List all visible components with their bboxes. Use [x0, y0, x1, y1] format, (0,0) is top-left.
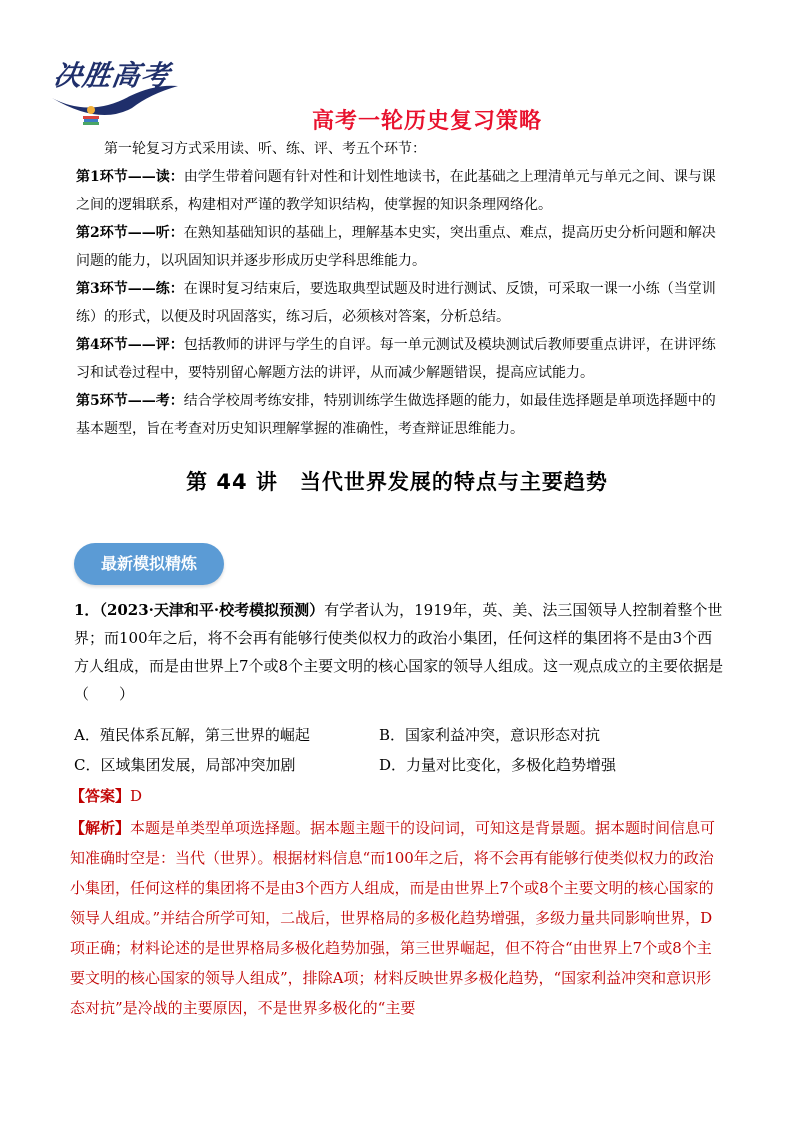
step-label: 第5环节——考： — [76, 393, 184, 409]
option-a: A．殖民体系瓦解，第三世界的崛起 — [74, 726, 310, 744]
intro-section — [76, 135, 722, 443]
step-text: 由学生带着问题有针对性和计划性地读书，在此基础之上理清单元与单元之间、课与课之间的逻辑联系，构建相对严谨的教学知识结构，使掌握的知识条理网络化。 — [76, 169, 716, 213]
answer — [70, 781, 142, 811]
option-b: B．国家利益冲突，意识形态对抗 — [379, 726, 601, 744]
analysis-paragraph — [70, 813, 722, 1023]
analysis — [70, 813, 722, 1023]
question-options — [74, 720, 724, 780]
analysis-text: 本题是单类型单项选择题。据本题主题干的设问词，可知这是背景题。据本题时间信息可知准确时空是：当代（世界）。根据材料信息“而100年之后，将不会再有能够行使类似权力的政治小集团，任何这样的集团将不是由3个西方人组成，而是由世界上7个或8个主要文明的核心国家的领导人组成。”并结合所学可知，二战后，世界格局的多极化趋势增强，多级力量共同影响世界，D项正确；材料论述的是世界格局多极化趋势加强，第三世界崛起，但不符合“由世界上7个或8个主要文明的核心国家的领导人组成”，排除A项；材料反映世界多极化趋势，“国家利益冲突和意识形态对抗”是冷战的主要原因，不是世界多极化的“主要 — [70, 819, 716, 1017]
step-label: 第4环节——评： — [76, 337, 184, 353]
options-row-2 — [74, 750, 724, 780]
intro-lead: 第一轮复习方式采用读、听、练、评、考五个环节： — [104, 141, 426, 157]
step-text: 在熟知基础知识的基础上，理解基本史实，突出重点、难点，提高历史分析问题和解决问题的能力，以巩固知识并逐步形成历史学科思维能力。 — [76, 225, 716, 269]
answer-value: D — [130, 787, 143, 805]
lecture-title: 第 44 讲 当代世界发展的特点与主要趋势 — [186, 470, 608, 494]
analysis-label: 【解析】 — [70, 819, 131, 837]
question-source: （2023·天津和平·校考模拟预测） — [99, 601, 325, 619]
section-badge: 最新模拟精炼 — [74, 543, 224, 585]
intro-step-2 — [76, 219, 722, 275]
question-1 — [74, 596, 724, 708]
option-c: C．区域集团发展，局部冲突加剧 — [74, 756, 296, 774]
step-label: 第2环节——听： — [76, 225, 184, 241]
intro-step-3 — [76, 275, 722, 331]
intro-step-5 — [76, 387, 722, 443]
step-text: 结合学校周考练安排，特别训练学生做选择题的能力，如最佳选择题是单项选择题中的基本题型，旨在考查对历史知识理解掌握的准确性，考查辩证思维能力。 — [76, 393, 716, 437]
question-stem — [74, 596, 724, 708]
logo-text: 决胜高考 — [51, 59, 173, 92]
answer-label: 【答案】 — [70, 787, 131, 805]
intro-step-4 — [76, 331, 722, 387]
intro-step-1 — [76, 163, 722, 219]
step-text: 在课时复习结束后，要选取典型试题及时进行测试、反馈，可采取一课一小练（当堂训练）的形式，以便及时巩固落实，练习后，必须核对答案，分析总结。 — [76, 281, 716, 325]
option-d: D．力量对比变化，多极化趋势增强 — [379, 756, 617, 774]
step-label: 第1环节——读： — [76, 169, 184, 185]
page-title: 高考一轮历史复习策略 — [311, 109, 542, 134]
question-text: 有学者认为，1919年，英、美、法三国领导人控制着整个世界；而100年之后，将不会再有能够行使类似权力的政治小集团，任何这样的集团将不是由3个西方人组成，而是由世界上7个或8个主要文明的核心国家的领导人组成。这一观点成立的主要依据是（ ） — [74, 601, 724, 703]
question-number: 1． — [74, 601, 100, 619]
step-label: 第3环节——练： — [76, 281, 184, 297]
step-text: 包括教师的讲评与学生的自评。每一单元测试及模块测试后教师要重点讲评，在讲评练习和试卷过程中，要特别留心解题方法的讲评，从而减少解题错误，提高应试能力。 — [76, 337, 716, 381]
options-row-1 — [74, 720, 724, 750]
